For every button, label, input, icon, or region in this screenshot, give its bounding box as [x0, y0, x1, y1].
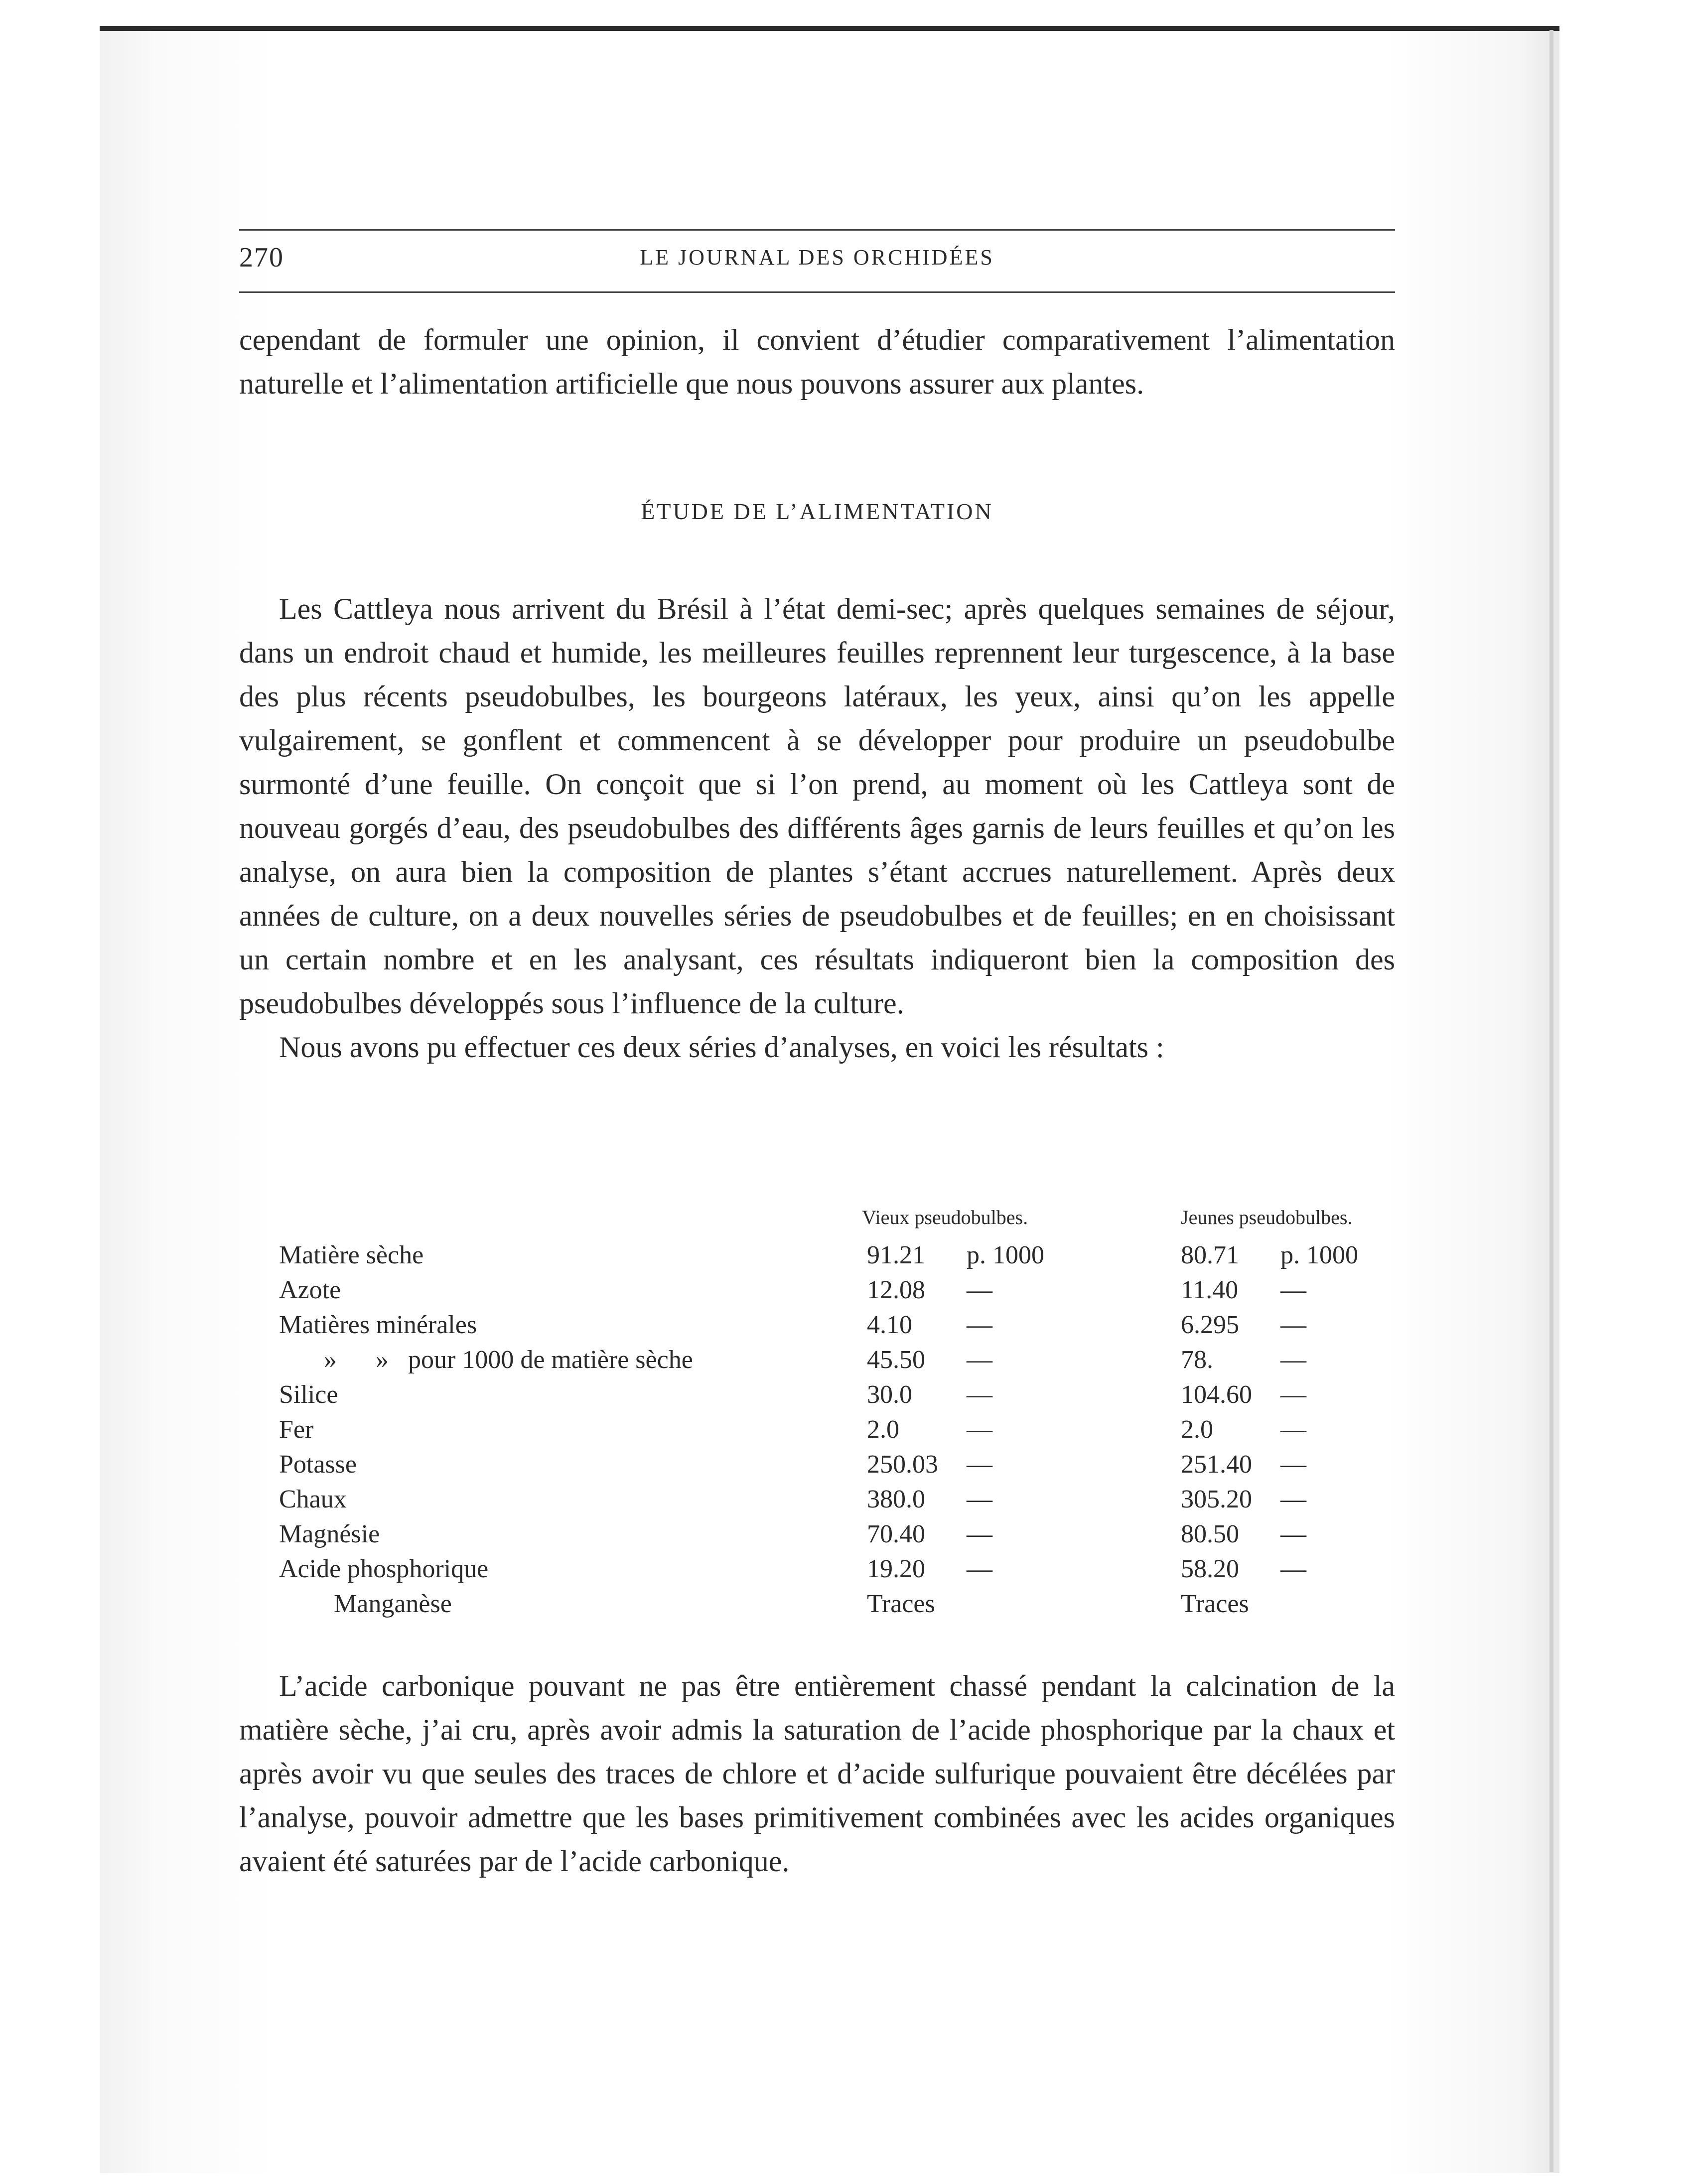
row-label: Fer	[279, 1415, 314, 1444]
value-old: 70.40	[867, 1520, 925, 1548]
value-old: 12.08	[867, 1276, 925, 1304]
journal-title: LE JOURNAL DES ORCHIDÉES	[640, 245, 994, 270]
column-header-young: Jeunes pseudobulbes.	[1181, 1206, 1353, 1228]
table-row	[279, 1589, 1395, 1624]
unit-old: —	[967, 1450, 992, 1479]
row-label: Manganèse	[334, 1590, 452, 1618]
unit-young: —	[1280, 1276, 1306, 1304]
unit-young: —	[1280, 1450, 1306, 1479]
unit-old: p. 1000	[967, 1241, 1044, 1269]
paragraph-cattleya-text: Les Cattleya nous arrivent du Brésil à l’état demi-sec; après quelques semaines de séjour, dans un endroit chaud et humide, les meilleures feuilles reprennent leur turgescence, à la base des plus récents pseudobulbes, les bourgeons latéraux, les yeux, ainsi qu’on les appelle vulgairement, se gonflent et commencent à se développer pour produire un pseudobulbe surmonté d’une feuille. On conçoit que si l’on prend, au moment où les Cattleya sont de nouveau gorgés d’eau, des pseudobulbes des différents âges garnis de leurs feuilles et qu’on les analyse, on aura bien la composition de plantes s’étant accrues naturellement. Après deux années de culture, on a deux nouvelles séries de pseudobulbes et de feuilles; en en choisissant un certain nombre et en les analysant, ces résultats indiqueront bien la composition des pseudobulbes développés sous l’influence de la culture.	[239, 592, 1395, 1020]
page-number: 270	[239, 242, 284, 273]
running-header	[239, 242, 1395, 281]
row-label: » » pour 1000 de matière sèche	[324, 1346, 693, 1374]
table-row	[279, 1275, 1395, 1310]
row-label: Potasse	[279, 1450, 357, 1479]
table-row	[279, 1415, 1395, 1450]
value-old: Traces	[867, 1590, 935, 1618]
value-young: 58.20	[1181, 1555, 1239, 1583]
unit-young: —	[1280, 1520, 1306, 1548]
paragraph-carbonic: L’acide carbonique pouvant ne pas être entièrement chassé pendant la calcination de la matière sèche, j’ai cru, après avoir admis la saturation de l’acide phosphorique par la chaux et après avoir vu que seules des traces de chlore et d’acide sulfurique pouvaient être décélées par l’analyse, pouvoir admettre que les bases primitivement combinées avec les acides organiques avaient été saturées par de l’acide carbonique.	[239, 1669, 1395, 1878]
table-row	[279, 1310, 1395, 1345]
unit-young: —	[1280, 1415, 1306, 1444]
table-row	[279, 1450, 1395, 1485]
value-young: 11.40	[1181, 1276, 1239, 1304]
value-old: 45.50	[867, 1346, 925, 1374]
unit-young: p. 1000	[1280, 1241, 1358, 1269]
table-row	[279, 1345, 1395, 1380]
row-label: Matière sèche	[279, 1241, 424, 1269]
value-young: 305.20	[1181, 1485, 1252, 1513]
value-old: 30.0	[867, 1380, 912, 1409]
section-title: ÉTUDE DE L’ALIMENTATION	[641, 499, 993, 524]
value-young: 80.71	[1181, 1241, 1239, 1269]
value-young: 80.50	[1181, 1520, 1239, 1548]
row-label: Silice	[279, 1380, 338, 1409]
unit-young: —	[1280, 1380, 1306, 1409]
paragraph-cattleya	[239, 587, 1395, 1069]
row-label: Chaux	[279, 1485, 347, 1513]
scan-top-edge	[100, 26, 1559, 31]
paragraph-results-intro: Nous avons pu effectuer ces deux séries d’analyses, en voici les résultats :	[279, 1031, 1164, 1064]
table-row	[279, 1519, 1395, 1554]
unit-old: —	[967, 1555, 992, 1583]
unit-young: —	[1280, 1346, 1306, 1374]
unit-old: —	[967, 1380, 992, 1409]
unit-old: —	[967, 1415, 992, 1444]
unit-young: —	[1280, 1311, 1306, 1339]
value-old: 4.10	[867, 1311, 912, 1339]
table-row	[279, 1380, 1395, 1415]
table-row	[279, 1240, 1395, 1275]
value-young: 251.40	[1181, 1450, 1252, 1479]
header-rule-top	[239, 229, 1395, 231]
row-label: Azote	[279, 1276, 341, 1304]
value-old: 250.03	[867, 1450, 938, 1479]
row-label: Magnésie	[279, 1520, 380, 1548]
column-header-old: Vieux pseudobulbes.	[862, 1206, 1028, 1228]
unit-old: —	[967, 1346, 992, 1374]
unit-old: —	[967, 1520, 992, 1548]
value-young: 78.	[1181, 1346, 1213, 1374]
value-young: 6.295	[1181, 1311, 1239, 1339]
unit-young: —	[1280, 1485, 1306, 1513]
header-rule-bottom	[239, 291, 1395, 293]
value-old: 91.21	[867, 1241, 925, 1269]
value-young: 2.0	[1181, 1415, 1213, 1444]
unit-old: —	[967, 1276, 992, 1304]
table-row	[279, 1485, 1395, 1519]
value-old: 2.0	[867, 1415, 899, 1444]
paragraph-intro: cependant de formuler une opinion, il convient d’étudier comparativement l’alimentation naturelle et l’alimentation artificielle que nous pouvons assurer aux plantes.	[239, 323, 1395, 400]
row-label: Matières minérales	[279, 1311, 477, 1339]
unit-old: —	[967, 1311, 992, 1339]
value-young: 104.60	[1181, 1380, 1252, 1409]
value-old: 19.20	[867, 1555, 925, 1583]
row-label: Acide phosphorique	[279, 1555, 489, 1583]
unit-young: —	[1280, 1555, 1306, 1583]
scan-right-edge	[1549, 30, 1553, 2172]
value-old: 380.0	[867, 1485, 925, 1513]
unit-old: —	[967, 1485, 992, 1513]
value-young: Traces	[1181, 1590, 1249, 1618]
table-row	[279, 1554, 1395, 1589]
